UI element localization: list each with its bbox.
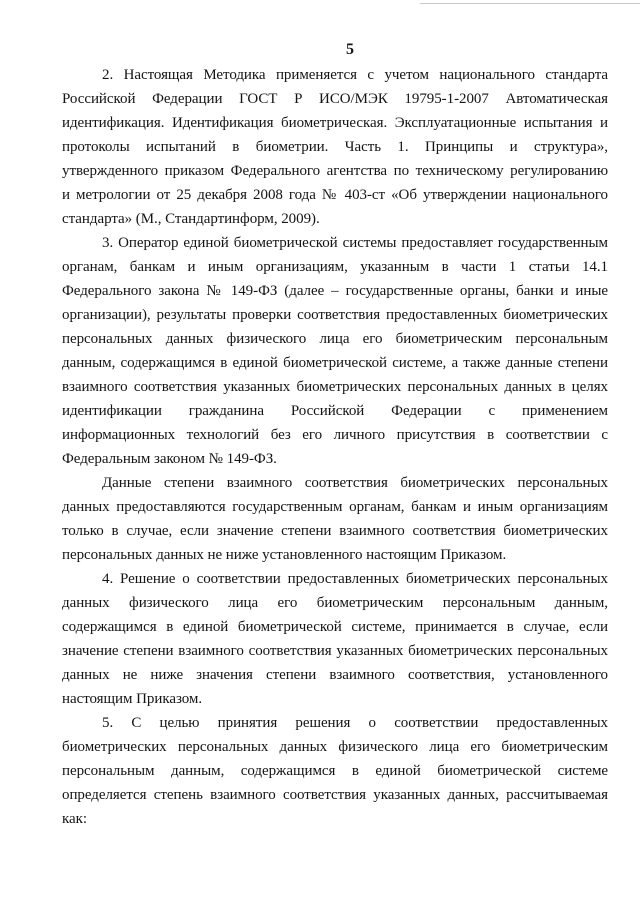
text-line: данных предоставляются государственным органам, банкам и иным организациям: [62, 499, 608, 515]
text-line: биометрических персональных данных физического лица его биометрическим: [62, 739, 608, 755]
text-line: взаимного соответствия указанных биометрических персональных данных в целях: [62, 379, 608, 395]
text-line: протоколы испытаний в биометрии. Часть 1. Принципы и структура»,: [62, 139, 608, 155]
text-line: Российской Федерации ГОСТ Р ИСО/МЭК 19795-1-2007 Автоматическая: [62, 91, 608, 107]
page-number: 5: [346, 41, 354, 58]
text-line: содержащимся в единой биометрической системе, принимается в случае, если: [62, 619, 608, 635]
text-line: данных не ниже значения степени взаимного соответствия, установленного: [62, 667, 608, 683]
text-line: информационных технологий без его личного присутствия в соответствии с: [62, 427, 608, 443]
text-line: Федеральным законом № 149-ФЗ.: [62, 451, 277, 467]
text-line: и метрологии от 25 декабря 2008 года № 403-ст «Об утверждении национального: [62, 187, 608, 203]
text-line: данным, содержащимся в единой биометрической системе, а также данные степени: [62, 355, 608, 371]
text-line: идентификации гражданина Российской Федерации с применением: [62, 403, 608, 419]
text-line: данных физического лица его биометрическим персональным данным,: [62, 595, 608, 611]
text-line: 4. Решение о соответствии предоставленных биометрических персональных: [102, 571, 608, 587]
text-line: персональных данных не ниже установленного настоящим Приказом.: [62, 547, 507, 563]
text-line: значение степени взаимного соответствия указанных биометрических персональных: [62, 643, 608, 659]
paragraph-clause-2: [62, 63, 608, 231]
paragraph-clause-5: [62, 711, 608, 831]
text-line: 3. Оператор единой биометрической системы предоставляет государственным: [102, 235, 608, 251]
text-line: Данные степени взаимного соответствия биометрических персональных: [102, 475, 608, 491]
text-line: настоящим Приказом.: [62, 691, 203, 707]
text-line: идентификация. Идентификация биометрическая. Эксплуатационные испытания и: [62, 115, 608, 131]
text-line: персональных данных физического лица его биометрическим персональным: [62, 331, 608, 347]
text-line: стандарта» (М., Стандартинформ, 2009).: [62, 211, 320, 227]
text-line: утвержденного приказом Федерального агентства по техническому регулированию: [62, 163, 608, 179]
text-line: 5. С целью принятия решения о соответствии предоставленных: [102, 715, 608, 731]
text-line: определяется степень взаимного соответствия указанных данных, рассчитываемая: [62, 787, 608, 803]
document-body: [62, 63, 608, 831]
text-line: Федерального закона № 149-ФЗ (далее – государственные органы, банки и иные: [62, 283, 608, 299]
paragraph-matching-data: [62, 471, 608, 567]
paragraph-clause-4: [62, 567, 608, 711]
text-line: персональным данным, содержащимся в единой биометрической системе: [62, 763, 608, 779]
paragraph-clause-3: [62, 231, 608, 471]
text-line: органам, банкам и иным организациям, указанным в части 1 статьи 14.1: [62, 259, 608, 275]
text-line: как:: [62, 811, 87, 827]
text-line: организации), результаты проверки соответствия предоставленных биометрических: [62, 307, 608, 323]
scan-edge-line: [420, 3, 640, 4]
text-line: только в случае, если значение степени взаимного соответствия биометрических: [62, 523, 608, 539]
text-line: 2. Настоящая Методика применяется с учетом национального стандарта: [102, 67, 608, 83]
